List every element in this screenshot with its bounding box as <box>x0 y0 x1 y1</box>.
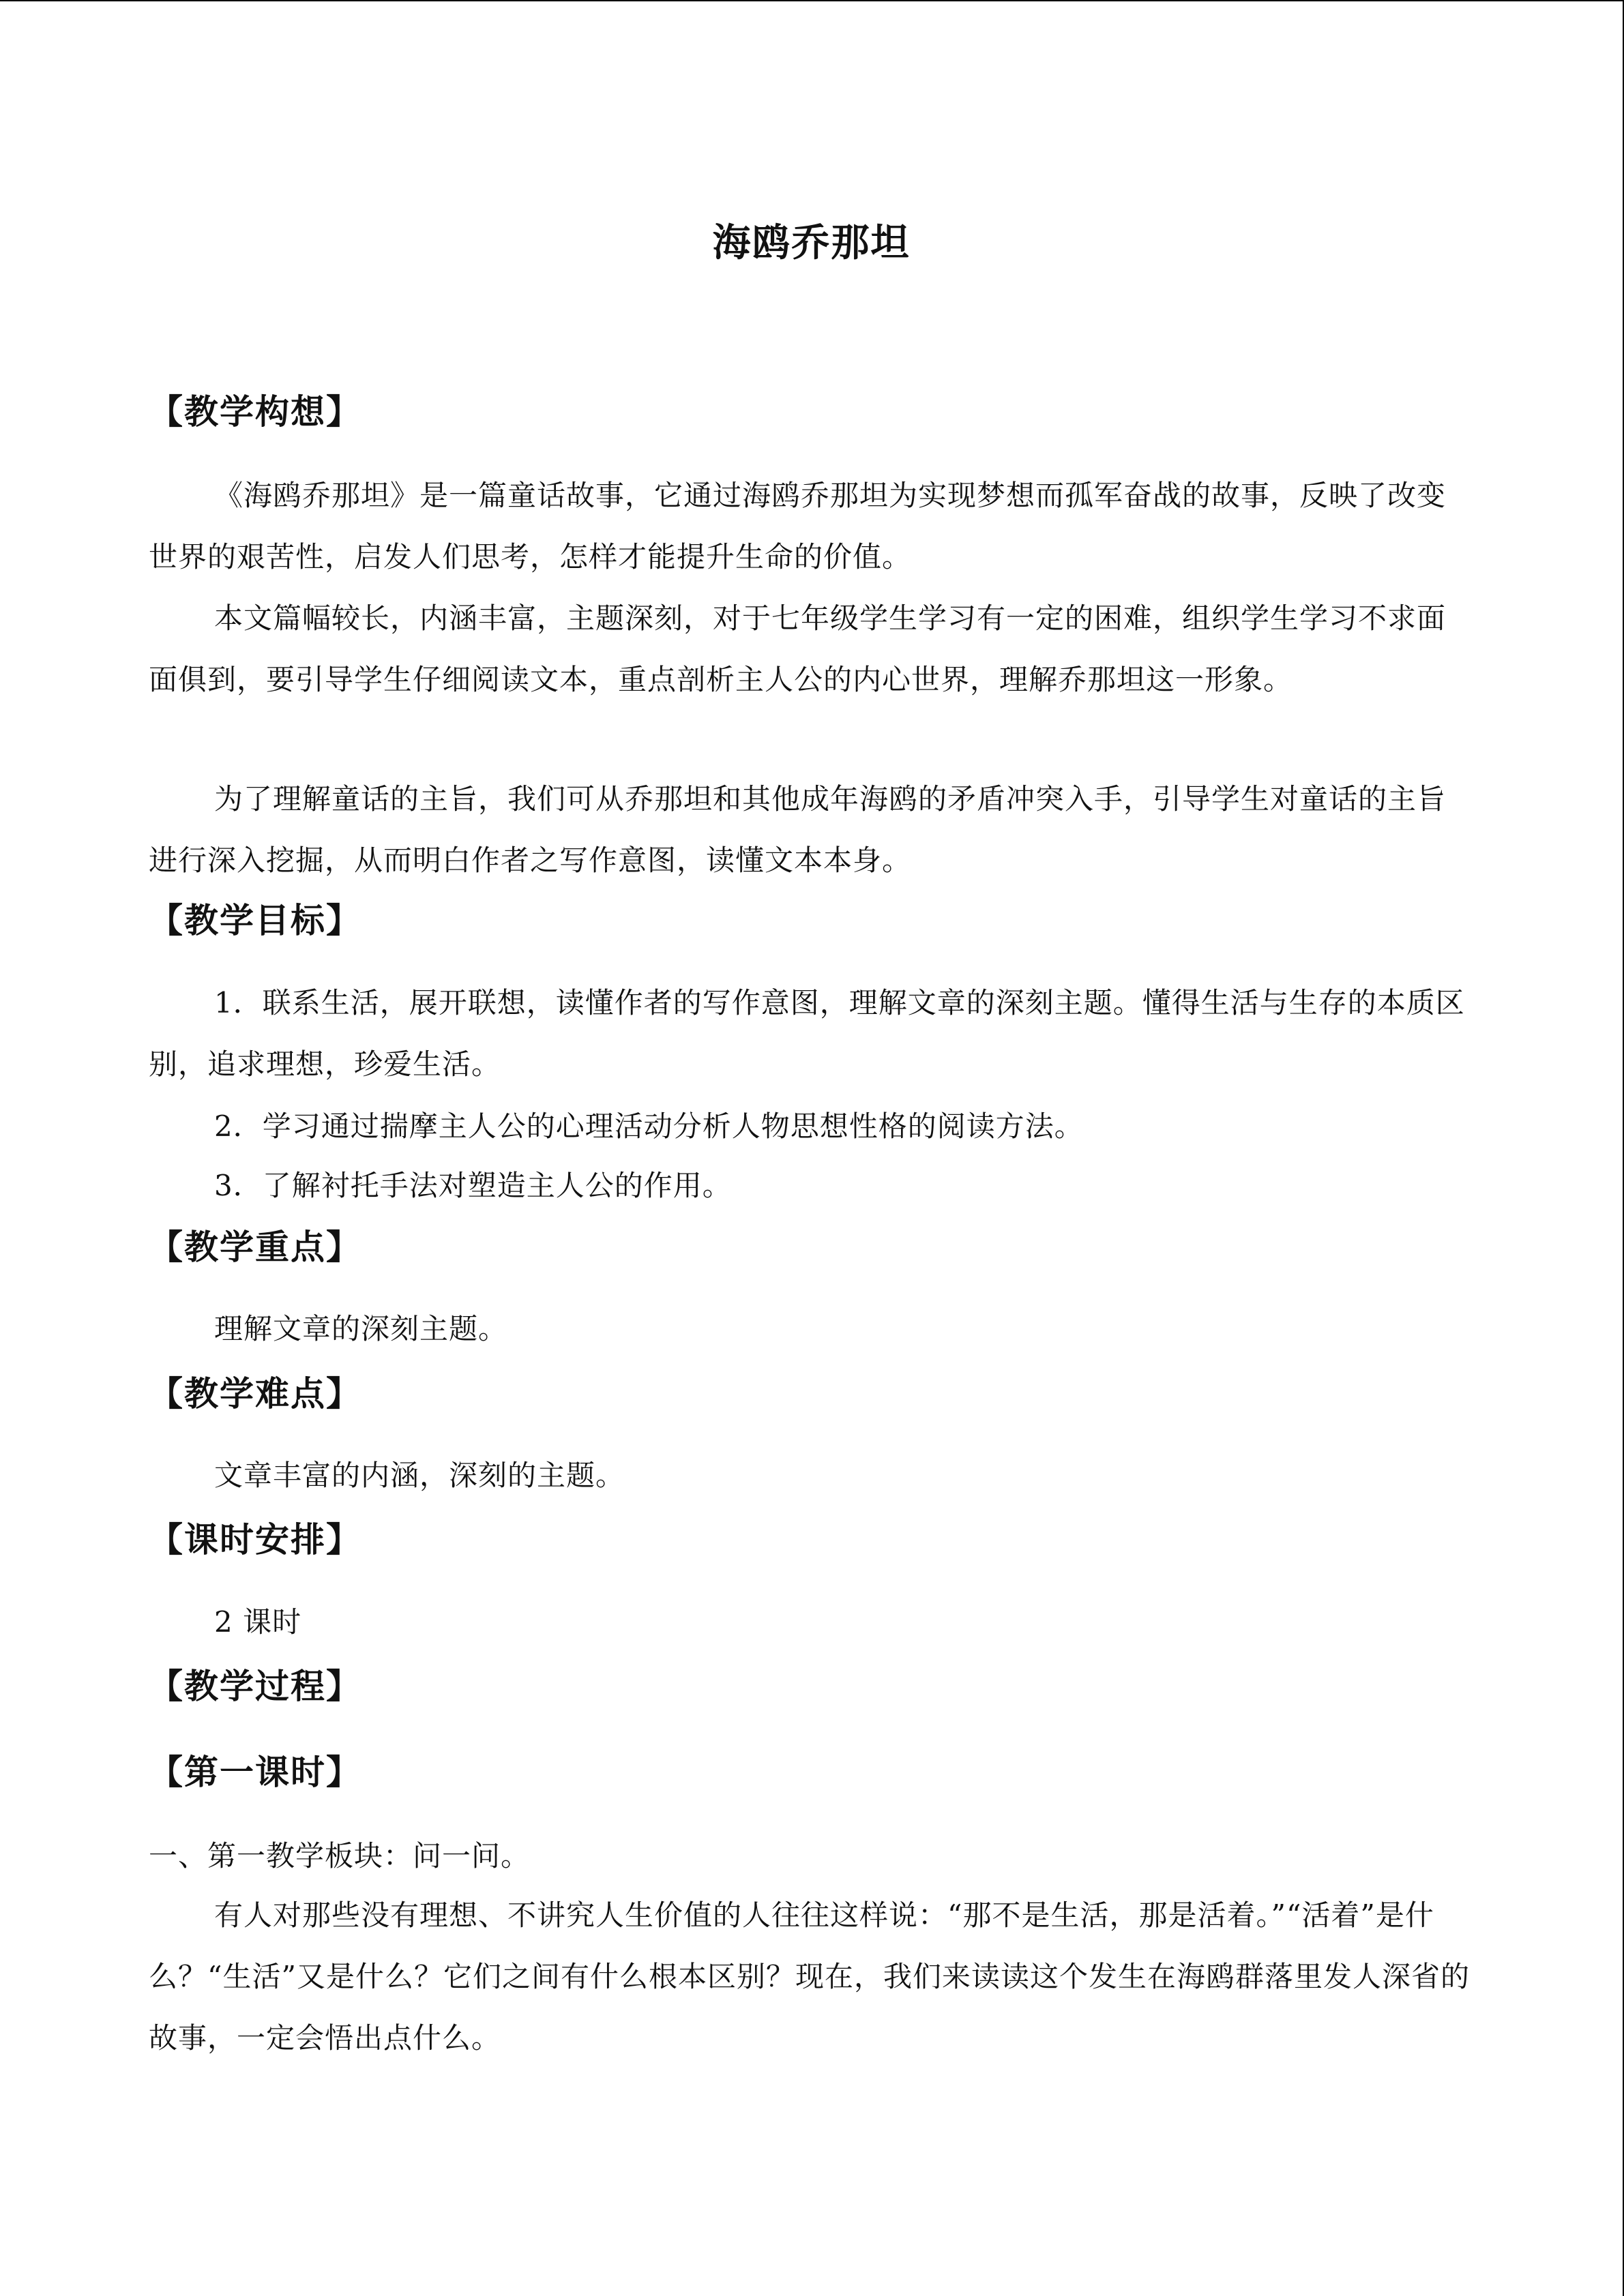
first-block-title: 一、第一教学板块：问一问。 <box>149 1839 531 1873</box>
heading-teaching-difficulty: 【教学难点】 <box>149 1374 361 1414</box>
paragraph-concept-3: 为了理解童话的主旨，我们可从乔那坦和其他成年海鸥的矛盾冲突入手，引导学生对童话的主旨进行深入挖掘，从而明白作者之写作意图，读懂文本本身。 <box>149 782 1447 877</box>
paragraph-concept-2: 本文篇幅较长，内涵丰富，主题深刻，对于七年级学生学习有一定的困难，组织学生学习不求面面俱到，要引导学生仔细阅读文本，重点剖析主人公的内心世界，理解乔那坦这一形象。 <box>149 601 1447 696</box>
goal-item-1: 1．联系生活，展开联想，读懂作者的写作意图，理解文章的深刻主题。懂得生活与生存的本质区别，追求理想，珍爱生活。 <box>149 986 1465 1081</box>
schedule-text: 2 课时 <box>214 1605 302 1639</box>
goal-item-3: 3．了解衬托手法对塑造主人公的作用。 <box>214 1169 732 1202</box>
goal-item-2: 2．学习通过揣摩主人公的心理活动分析人物思想性格的阅读方法。 <box>214 1109 1084 1143</box>
paragraph-concept-1: 《海鸥乔那坦》是一篇童话故事，它通过海鸥乔那坦为实现梦想而孤军奋战的故事，反映了改变世界的艰苦性，启发人们思考，怎样才能提升生命的价值。 <box>149 479 1447 573</box>
focus-text: 理解文章的深刻主题。 <box>214 1312 508 1345</box>
heading-teaching-process: 【教学过程】 <box>149 1667 361 1706</box>
first-block-paragraph: 有人对那些没有理想、不讲究人生价值的人往往这样说：“那不是生活，那是活着。”“活着”是什么？“生活”又是什么？它们之间有什么根本区别？现在，我们来读读这个发生在海鸥群落里发人深省的故事，一定会悟出点什么。 <box>149 1898 1470 2055</box>
heading-schedule: 【课时安排】 <box>149 1520 361 1560</box>
heading-first-lesson: 【第一课时】 <box>149 1753 361 1792</box>
heading-teaching-concept: 【教学构想】 <box>149 392 361 432</box>
page-title: 海鸥乔那坦 <box>712 221 911 265</box>
difficulty-text: 文章丰富的内涵，深刻的主题。 <box>214 1459 625 1492</box>
heading-teaching-focus: 【教学重点】 <box>149 1227 361 1267</box>
heading-teaching-goals: 【教学目标】 <box>149 901 361 940</box>
